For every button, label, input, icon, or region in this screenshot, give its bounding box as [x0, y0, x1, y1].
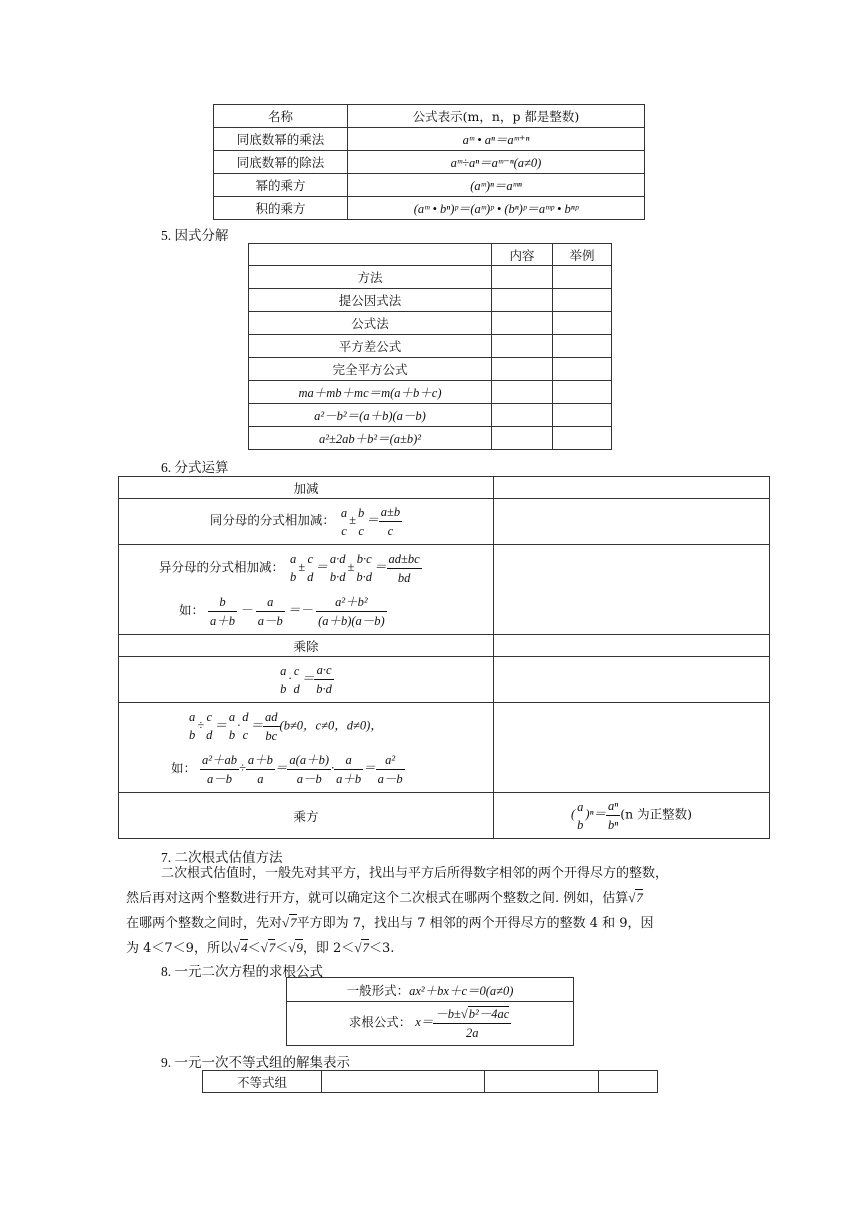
table-header-name: 名称	[214, 105, 348, 128]
section-5-title: 5. 因式分解	[161, 228, 229, 243]
power-rule: ( a b )ⁿ＝ $\frac{\text{aⁿ}}{\text{bⁿ}}$ (n 为正整数)	[494, 793, 770, 839]
different-denominator-rule: 异分母的分式相加减： a b ± c d ＝ a·d b·d ± b·c b·d ＝ $\frac{ad\pm bc}{bd}$ 如： $\frac{b}{a+b}$ － $\frac{a}{a-b}$ ＝－ $\frac{\text{a²＋b²}}{(a+b)(a-b)}$	[119, 545, 494, 635]
table-header-example: 举例	[553, 244, 612, 266]
add-sub-heading: 加减	[119, 477, 494, 499]
section-8-title: 8. 一元二次方程的求根公式	[161, 964, 323, 979]
section-7-paragraph	[126, 862, 766, 961]
inequality-system-table	[202, 1070, 658, 1093]
section-7-title: 7. 二次根式估值方法	[161, 850, 283, 865]
root-formula: 求根公式： x＝ $\frac{\text{－b±√b²－4ac}}{2a}$	[287, 1002, 574, 1046]
multiplication-rule: a b · c d ＝ $\frac{a\cdot c}{b\cdot d}$	[119, 657, 494, 703]
table-row-method: 平方差公式	[249, 335, 492, 358]
division-rule: a b ÷ c d ＝ a b · d c ＝ $\frac{ad}{bc}$ (b≠0，c≠0，d≠0)， 如： $\frac{\text{a²＋ab}}{a-b}$ ÷ $\frac{a+b}{a}$ ＝ $\frac{a(a+b)}{a-b}$ · $\frac{a}{a+b}$ ＝ $\frac{\text{a²}}{a-b}$	[119, 703, 494, 793]
mul-div-heading: 乘除	[119, 635, 494, 657]
table-row-formula: aᵐ • aⁿ＝aᵐ⁺ⁿ	[348, 128, 645, 151]
table-row-formula: (aᵐ)ⁿ＝aᵐⁿ	[348, 174, 645, 197]
table-header-inequality-system: 不等式组	[203, 1071, 322, 1093]
paragraph-line: 在哪两个整数之间时，先对√7平方即为 7，找出与 7 相邻的两个开得尽方的整数 4 和 9，因	[126, 915, 654, 931]
quadratic-formula-table	[286, 977, 574, 1046]
paragraph-line: 为 4＜7＜9，所以√4＜√7＜√9，即 2＜√7＜3.	[126, 940, 395, 956]
table-row-name: 积的乘方	[214, 197, 348, 220]
table-row-method: 完全平方公式	[249, 358, 492, 381]
factorization-table	[248, 243, 612, 450]
table-row-formula: ma＋mb＋mc＝m(a＋b＋c)	[249, 381, 492, 404]
table-header-content: 内容	[492, 244, 553, 266]
section-9-title: 9. 一元一次不等式组的解集表示	[161, 1055, 350, 1070]
table-header-formula: 公式表示(m，n，p 都是整数)	[348, 105, 645, 128]
paragraph-line: 然后再对这两个整数进行开方，就可以确定这个二次根式在哪两个整数之间. 例如，估算√7	[126, 890, 643, 906]
table-row-name: 同底数幂的除法	[214, 151, 348, 174]
same-denominator-rule: 同分母的分式相加减： a c ± b c ＝ $\frac{a\pm b}{c}$	[119, 499, 494, 545]
table-row-formula: a²－b²＝(a＋b)(a－b)	[249, 404, 492, 427]
table-header-blank	[249, 244, 492, 266]
table-row-formula: a²±2ab＋b²＝(a±b)²	[249, 427, 492, 450]
general-form: 一般形式：ax²＋bx＋c＝0(a≠0)	[287, 978, 574, 1002]
section-6-title: 6. 分式运算	[161, 460, 229, 475]
paragraph-line: 二次根式估值时，一般先对其平方，找出与平方后所得数字相邻的两个开得尽方的整数，	[161, 866, 669, 881]
table-row-name: 同底数幂的乘法	[214, 128, 348, 151]
power-rules-table	[213, 104, 645, 220]
power-heading: 乘方	[119, 793, 494, 839]
table-row-formula: (aᵐ • bⁿ)ᵖ＝(aᵐ)ᵖ • (bⁿ)ᵖ＝aᵐᵖ • bⁿᵖ	[348, 197, 645, 220]
table-row-name: 幂的乘方	[214, 174, 348, 197]
table-row-method: 公式法	[249, 312, 492, 335]
table-row-formula: aᵐ÷aⁿ＝aᵐ⁻ⁿ(a≠0)	[348, 151, 645, 174]
table-row-method: 方法	[249, 266, 492, 289]
table-row-method: 提公因式法	[249, 289, 492, 312]
fraction-operations-table	[118, 476, 770, 839]
